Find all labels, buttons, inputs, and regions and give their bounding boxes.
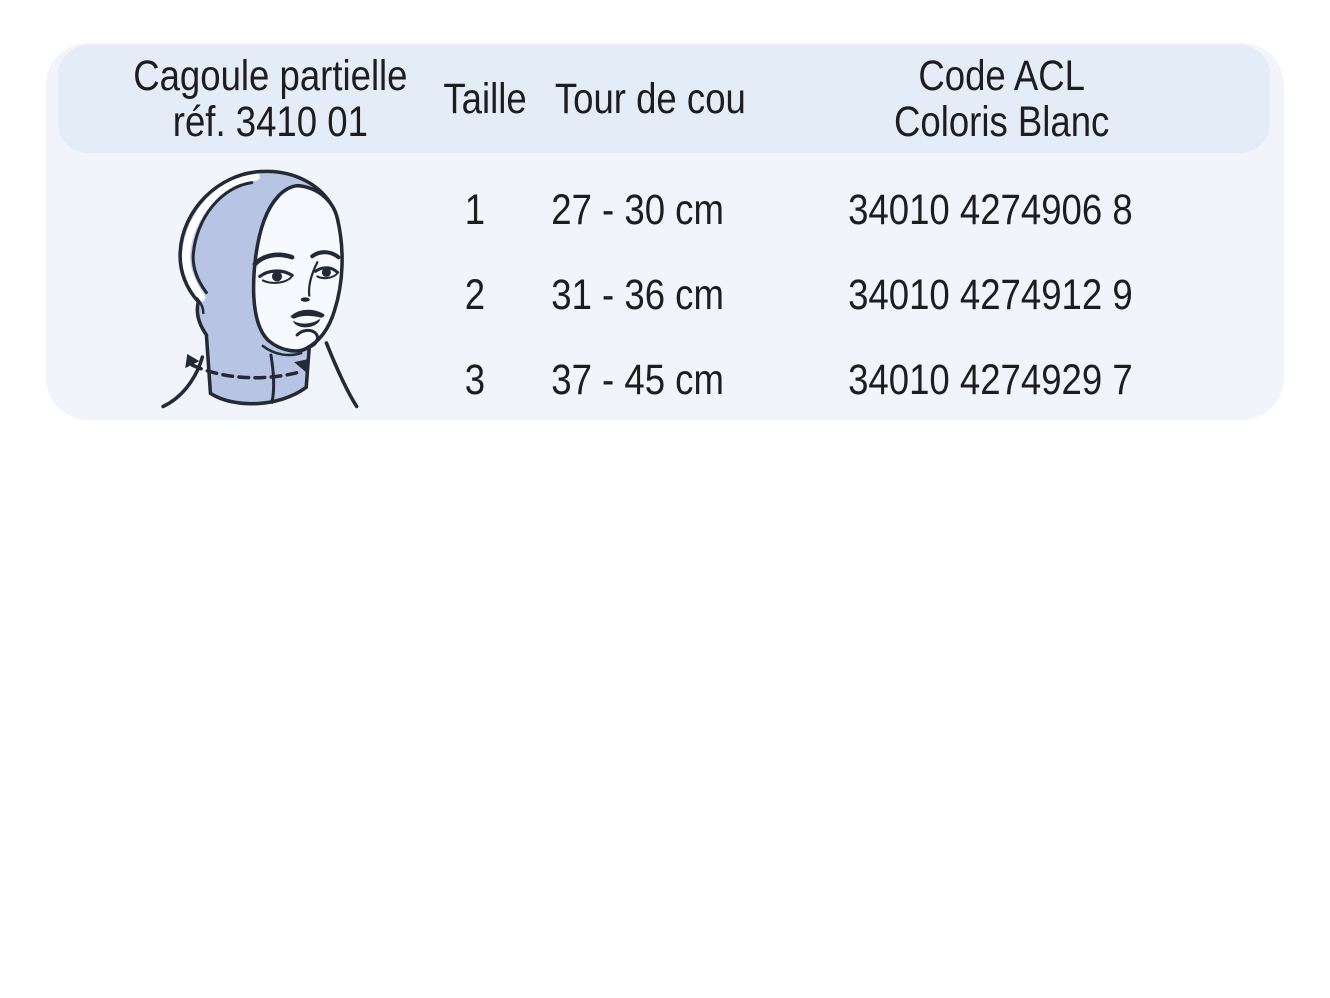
table-row <box>46 184 1284 236</box>
neck-range-value: 31 - 36 cm <box>551 271 725 319</box>
acl-code-value: 34010 4274906 8 <box>847 186 1133 234</box>
size-table-card <box>46 43 1284 420</box>
product-reference: réf. 3410 01 <box>172 98 368 146</box>
neck-range-value: 27 - 30 cm <box>551 186 725 234</box>
product-name: Cagoule partielle <box>132 52 408 100</box>
acl-code-value: 34010 4274912 9 <box>847 271 1133 319</box>
size-value: 3 <box>464 356 486 404</box>
size-value: 2 <box>464 271 486 319</box>
table-row <box>46 354 1284 406</box>
color-label: Coloris Blanc <box>894 98 1110 146</box>
size-value: 1 <box>464 186 486 234</box>
column-header-size: Taille <box>443 75 527 123</box>
table-header-band <box>58 45 1270 153</box>
column-header-neck-circumference: Tour de cou <box>554 75 746 123</box>
column-header-acl-code <box>820 45 1184 153</box>
acl-code-value: 34010 4274929 7 <box>847 356 1133 404</box>
table-row <box>46 269 1284 321</box>
neck-range-value: 37 - 45 cm <box>551 356 725 404</box>
acl-code-label: Code ACL <box>918 52 1086 100</box>
